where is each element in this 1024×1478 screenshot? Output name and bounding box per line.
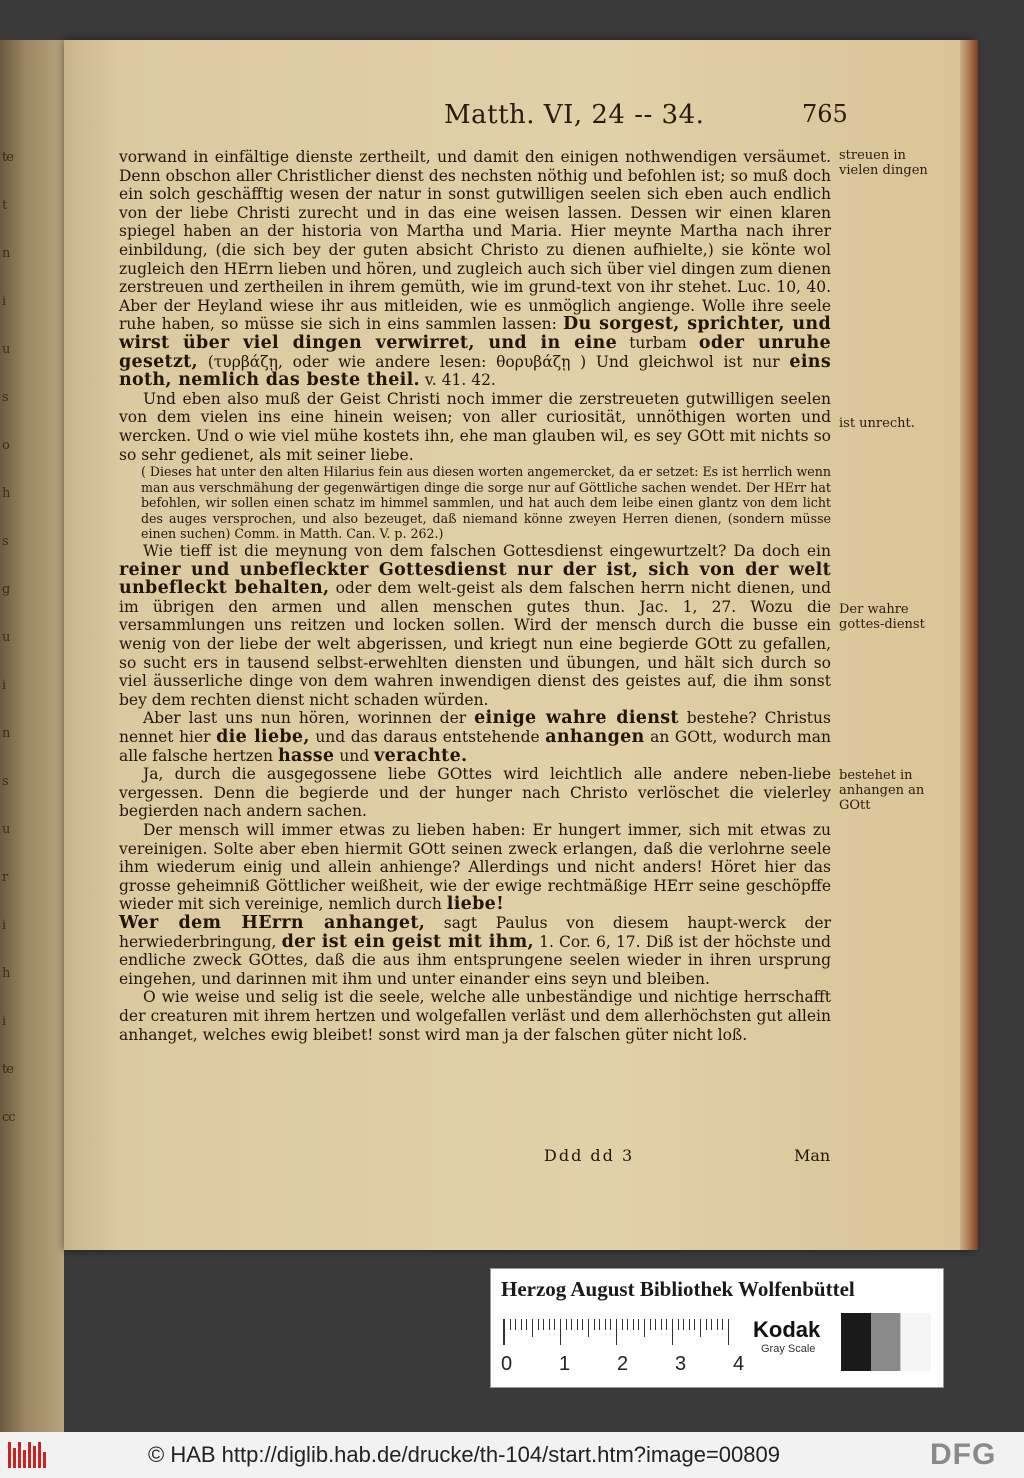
ruler-tick (504, 1319, 505, 1345)
adjacent-page-fragment: o (2, 438, 9, 453)
ruler-tick (594, 1319, 595, 1330)
adjacent-page-fragment: h (2, 966, 10, 981)
ruler-tick (661, 1319, 662, 1330)
paragraph-8: O wie weise und selig ist die seele, welche alle unbeständige und nichtige herrschafft der creaturen mit ihrem hertzen und wolgefallen verläst und dem allerhöchsten gut allein anhanget, welches ewig bleibet! sonst wird man ja der falschen güter nicht loß. (119, 988, 831, 1044)
ruler-tick (717, 1319, 718, 1330)
ruler-tick (538, 1319, 539, 1330)
greek-word: (τυρβάζῃ, (207, 352, 283, 371)
dfg-logo: DFG (930, 1438, 997, 1471)
ruler-scale (503, 1319, 729, 1345)
adjacent-page-fragment: n (2, 726, 10, 741)
ruler-tick (706, 1319, 707, 1330)
ruler-tick (599, 1319, 600, 1330)
ruler-tick (672, 1319, 673, 1345)
adjacent-page-fragment: n (2, 246, 10, 261)
swatch-gray (871, 1313, 901, 1371)
library-name: Herzog August Bibliothek Wolfenbüttel (501, 1277, 855, 1301)
paragraph-1-text: vorwand in einfältige dienste zertheilt, und damit den einigen nothwendigen versäumet. Denn obschon aller Christlicher dienst des nechsten nöthig und befohlen ist; so muß doch ein solch geschäfftig wesen der natur in sonst gutwilligen seelen sich eben auch endlich von der liebe Christi zurecht und in das eine weisen lassen. Dessen wir einen klaren spiegel haben an der historia von Martha und Maria. Hier meynte Martha nach ihrer einbildung, (die sich bey der guten absicht Christo zu dienen aufhielte,) sie könte wol zugleich den HErrn lieben und hören, und zugleich auch sich über viel dingen zum dienen zerstreuen und zertheilen in ihrem gemüth, wie im grund-text von ihr stehet. Luc. 10, 40. Aber der Heyland wiese ihr aus mitleiden, wie es unmöglich angienge. Wolle ihre seele ruhe haben, so müsse sie sich in eins sammlen lassen: (119, 148, 831, 334)
adjacent-page-edge (0, 40, 64, 1440)
adjacent-page-fragment: s (2, 774, 8, 789)
ruler-number: 1 (559, 1353, 571, 1375)
ruler-tick (577, 1319, 578, 1330)
ruler-tick (650, 1319, 651, 1330)
paragraph-3-text: Wie tieff ist die meynung von dem falschen Gottesdienst eingewurtzelt? Da doch ein (143, 542, 831, 561)
ruler-tick (616, 1319, 617, 1345)
ruler-tick (566, 1319, 567, 1330)
margin-note: bestehet in anhangen an GOtt (839, 768, 925, 813)
ruler-tick (694, 1319, 695, 1330)
adjacent-page-fragment: s (2, 534, 8, 549)
ruler-tick (633, 1319, 634, 1330)
ruler-tick (655, 1319, 656, 1330)
adjacent-page-fragment: r (2, 870, 8, 885)
ruler-number: 2 (617, 1353, 629, 1375)
paragraph-1-text: oder wie andere lesen: (292, 352, 487, 371)
emphasis-text: hasse (277, 745, 335, 766)
paragraph-7-text: sagt Paulus von diesem haupt-werck der herwiederbringung, (119, 913, 831, 951)
adjacent-page-fragment: i (2, 678, 6, 693)
adjacent-page-fragment: cc (2, 1110, 15, 1125)
ruler-tick (610, 1319, 611, 1330)
ruler-tick (526, 1319, 527, 1330)
ruler-tick (627, 1319, 628, 1330)
adjacent-page-fragment: u (2, 822, 10, 837)
ruler-tick (700, 1319, 701, 1337)
ruler-tick (622, 1319, 623, 1330)
emphasis-text: die liebe, (216, 727, 310, 747)
paragraph-6 (119, 821, 831, 914)
ruler-number: 3 (675, 1353, 687, 1375)
emphasis-text: anhangen (545, 727, 645, 747)
emphasis-text: der ist ein geist mit ihm, (281, 931, 534, 952)
quotation-block: ( Dieses hat unter den alten Hilarius fein aus diesen worten angemercket, da er setzet: Es ist herrlich wenn man aus verschmähung der gegenwärtigen dinge die sorge nur auf Göttliche sachen wendet. Der HErr hat befohlen, wir sollen einen schatz im himmel sammlen, und hat auch dem leibe einen glantz von dem licht des auges versprochen, und also bezeuget, daß niemand könne zweyen Herren dienen, (sondern müsse einen suchen) Comm. in Matth. Can. V. p. 262.) (141, 464, 831, 542)
ruler-tick (543, 1319, 544, 1330)
ruler-tick (728, 1319, 729, 1345)
ruler-tick (588, 1319, 589, 1337)
emphasis-text: eins noth, nemlich das beste theil. (119, 351, 831, 391)
paragraph-5: Ja, durch die ausgegossene liebe GOttes wird leichtlich alle andere neben-liebe vergessen. Denn die begierde und der hunger nach Christo verlöschet die vielerley begierden nach andern sachen. (119, 765, 831, 821)
signature-mark: Ddd dd 3 (544, 1146, 635, 1165)
adjacent-page-fragment: g (2, 582, 10, 597)
paragraph-4-text: bestehe? Christus nennet hier (119, 709, 831, 746)
ruler-number: 0 (501, 1353, 513, 1375)
paragraph-2: Und eben also muß der Geist Christi noch immer die zerstreueten gutwilligen seelen von dem vielen ins eine hinein weisen; von aller curiosität, unnöthigen worten und wercken. Und o wie viel mühe kostets ihn, ehe man glauben wil, es sey GOtt mit nichts so so sehr gedienet, als mit seiner liebe. (119, 389, 831, 464)
paragraph-4-text: Aber last uns nun hören, worinnen der (143, 709, 467, 728)
ruler-tick (532, 1319, 533, 1337)
margin-note: streuen in vielen dingen (839, 148, 928, 178)
ruler-tick (683, 1319, 684, 1330)
paragraph-4-text: und das daraus entstehende (315, 728, 540, 746)
page-number: 765 (802, 100, 848, 128)
footer-bar (0, 1432, 1024, 1478)
margin-note: Der wahre gottes-dienst (839, 602, 925, 632)
ruler-tick (549, 1319, 550, 1330)
paragraph-3 (119, 542, 831, 709)
ruler-tick (638, 1319, 639, 1330)
source-link[interactable]: © HAB http://diglib.hab.de/drucke/th-104/start.htm?image=00809 (148, 1442, 780, 1467)
emphasis-text: Du sorgest, sprichter, und wirst über viel dingen verwirret, und in eine (119, 314, 831, 353)
body-text (119, 148, 831, 1044)
adjacent-page-fragment: i (2, 918, 6, 933)
running-head: Matth. VI, 24 -- 34. (444, 100, 705, 130)
bible-reference: v. 41. 42. (424, 371, 496, 390)
book-page (64, 40, 974, 1250)
ruler-tick (521, 1319, 522, 1330)
emphasis-text: liebe! (446, 894, 505, 915)
adjacent-page-fragment: h (2, 486, 10, 501)
ruler-tick (554, 1319, 555, 1330)
adjacent-page-fragment: t (2, 198, 7, 213)
adjacent-page-fragment: te (2, 150, 13, 165)
paragraph-1 (119, 148, 831, 390)
margin-note: ist unrecht. (839, 416, 915, 431)
ruler-tick (510, 1319, 511, 1330)
page-edge-shadow (960, 40, 978, 1250)
ruler-tick (666, 1319, 667, 1330)
adjacent-page-fragment: i (2, 294, 6, 309)
ruler-number: 4 (733, 1353, 745, 1375)
ruler-tick (711, 1319, 712, 1330)
emphasis-text: verachte. (374, 745, 468, 766)
emphasis-text: reiner und unbefleckter Gottesdienst nur der ist, sich von der welt unbefleckt behalten, (119, 559, 831, 599)
adjacent-page-fragment: te (2, 1062, 13, 1077)
ruler-tick (582, 1319, 583, 1330)
ruler-tick (644, 1319, 645, 1337)
ruler-tick (571, 1319, 572, 1330)
page-header (64, 100, 974, 130)
ruler-tick (515, 1319, 516, 1330)
hab-logo-icon (8, 1442, 48, 1468)
swatch-white (900, 1313, 931, 1371)
greek-word: θορυβάζῃ ) (496, 352, 587, 371)
paragraph-4-text: und (339, 746, 370, 765)
ruler-tick (605, 1319, 606, 1330)
paragraph-3-text: oder dem welt-geist als dem falschen herrn nicht dienen, und im übrigen den armen und allen menschen gutes thun. Jac. 1, 27. Wozu die versammlungen uns reitzen und locken sollen. Wird der mensch durch die busse ein wenig von der liebe der welt abgerissen, und kriegt nun eine begierde GOtt zu gefallen, so sucht ers in tausend selbst-erwehlten diensten und übungen, und hält sich durch so viel äusserliche dinge von dem wahren inwendigen dienst des geistes auf, die ihm sonst bey dem rechten dienst nicht schaden würden. (119, 579, 831, 709)
paragraph-4-text: an GOtt, wodurch man alle falsche hertzen (119, 728, 831, 765)
gray-scale-label: Gray Scale (761, 1343, 816, 1355)
kodak-logo: Kodak (753, 1317, 821, 1342)
library-color-card (490, 1268, 944, 1388)
latin-word: turbam (629, 333, 687, 352)
gray-swatches (841, 1313, 931, 1371)
adjacent-page-fragment: u (2, 342, 10, 357)
emphasis-text: oder unruhe gesetzt, (119, 332, 831, 372)
ruler-tick (560, 1319, 561, 1345)
ruler-tick (722, 1319, 723, 1330)
emphasis-text: einige wahre dienst (474, 708, 679, 729)
paragraph-7 (119, 914, 831, 988)
swatch-black (841, 1313, 871, 1371)
catchword: Man (794, 1146, 831, 1165)
paragraph-6-text: Der mensch will immer etwas zu lieben haben: Er hungert immer, sich mit etwas zu vereinigen. Solte aber eben hiermit GOtt seinen zweck erlangen, daß die verlohrne seele ihm wiederum einig und allein anhienge? Allerdings und nicht anders! Höret hier das grosse geheimniß Göttlicher weißheit, wie der ewige rechtmäßige HErr seine geschöpffe wieder mit sich vereinige, nemlich durch (119, 820, 831, 914)
ruler-tick (678, 1319, 679, 1330)
adjacent-page-fragment: s (2, 390, 8, 405)
paragraph-4 (119, 709, 831, 765)
emphasis-text: Wer dem HErrn anhanget, (119, 912, 426, 933)
paragraph-7-text: 1. Cor. 6, 17. Diß ist der höchste und endliche zweck GOttes, daß die aus ihm entsprungene seelen wieder in ihren ursprung eingehen, und darinnen mit ihm und unter einander eins seyn und bleiben. (119, 932, 831, 988)
paragraph-1-text: Und gleichwol ist nur (595, 352, 780, 371)
adjacent-page-fragment: i (2, 1014, 6, 1029)
ruler-tick (689, 1319, 690, 1330)
adjacent-page-fragment: u (2, 630, 10, 645)
